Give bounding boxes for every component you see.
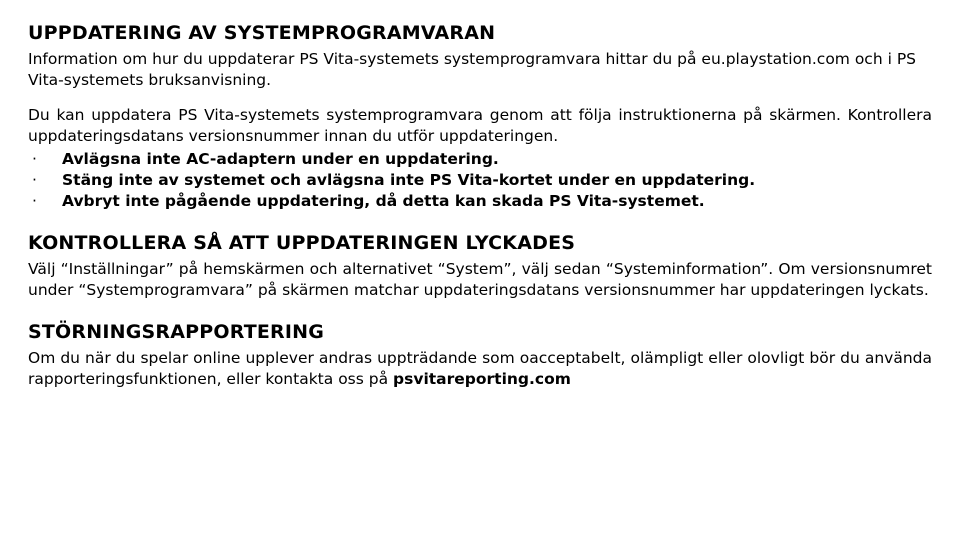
section-update-system-software (28, 22, 932, 212)
paragraph-verify-update: Välj “Inställningar” på hemskärmen och alternativet “System”, välj sedan “Systeminformation”. Om versionsnumret under “Systemprogramvara” på skärmen matchar uppdateringsdatans versionsnummer har uppdateringen lyckats. (28, 260, 932, 300)
list-item (28, 149, 932, 170)
section-title-verify-update: KONTROLLERA SÅ ATT UPPDATERINGEN LYCKADES (28, 232, 576, 255)
list-item (28, 170, 932, 191)
paragraph-spacer (28, 91, 932, 105)
list-item-label: Avlägsna inte AC-adaptern under en uppdatering. (62, 150, 499, 169)
bullet-marker-icon: · (32, 150, 37, 169)
bullet-marker-icon: · (32, 171, 37, 190)
list-item (28, 191, 932, 212)
paragraph-update-instructions: Du kan uppdatera PS Vita-systemets systemprogramvara genom att följa instruktionerna på skärmen. Kontrollera uppdateringsdatans versionsnummer innan du utför uppdateringen. (28, 105, 932, 146)
paragraph-update-info: Information om hur du uppdaterar PS Vita-systemets systemprogramvara hittar du på eu.playstation.com och i PS Vita-systemets bruksanvisning. (28, 49, 917, 89)
bullet-marker-icon: · (32, 192, 37, 211)
list-item-label: Stäng inte av systemet och avlägsna inte PS Vita-kortet under en uppdatering. (62, 171, 756, 190)
section-title-disturbance-reporting: STÖRNINGSRAPPORTERING (28, 321, 325, 344)
paragraph-disturbance-reporting (28, 348, 932, 390)
section-title-update-system-software: UPPDATERING AV SYSTEMPROGRAMVARAN (28, 22, 496, 44)
section-verify-update (28, 232, 932, 301)
list-item-label: Avbryt inte pågående uppdatering, då detta kan skada PS Vita-systemet. (62, 192, 705, 211)
paragraph-lead-text: Om du när du spelar online upplever andras uppträdande som oacceptabelt, olämpligt eller olovligt bör du använda rapporteringsfunktionen, eller kontakta oss på (28, 349, 932, 389)
section-disturbance-reporting (28, 321, 932, 390)
update-warnings-list (28, 149, 932, 212)
reporting-site-label: psvitareporting.com (393, 370, 571, 389)
